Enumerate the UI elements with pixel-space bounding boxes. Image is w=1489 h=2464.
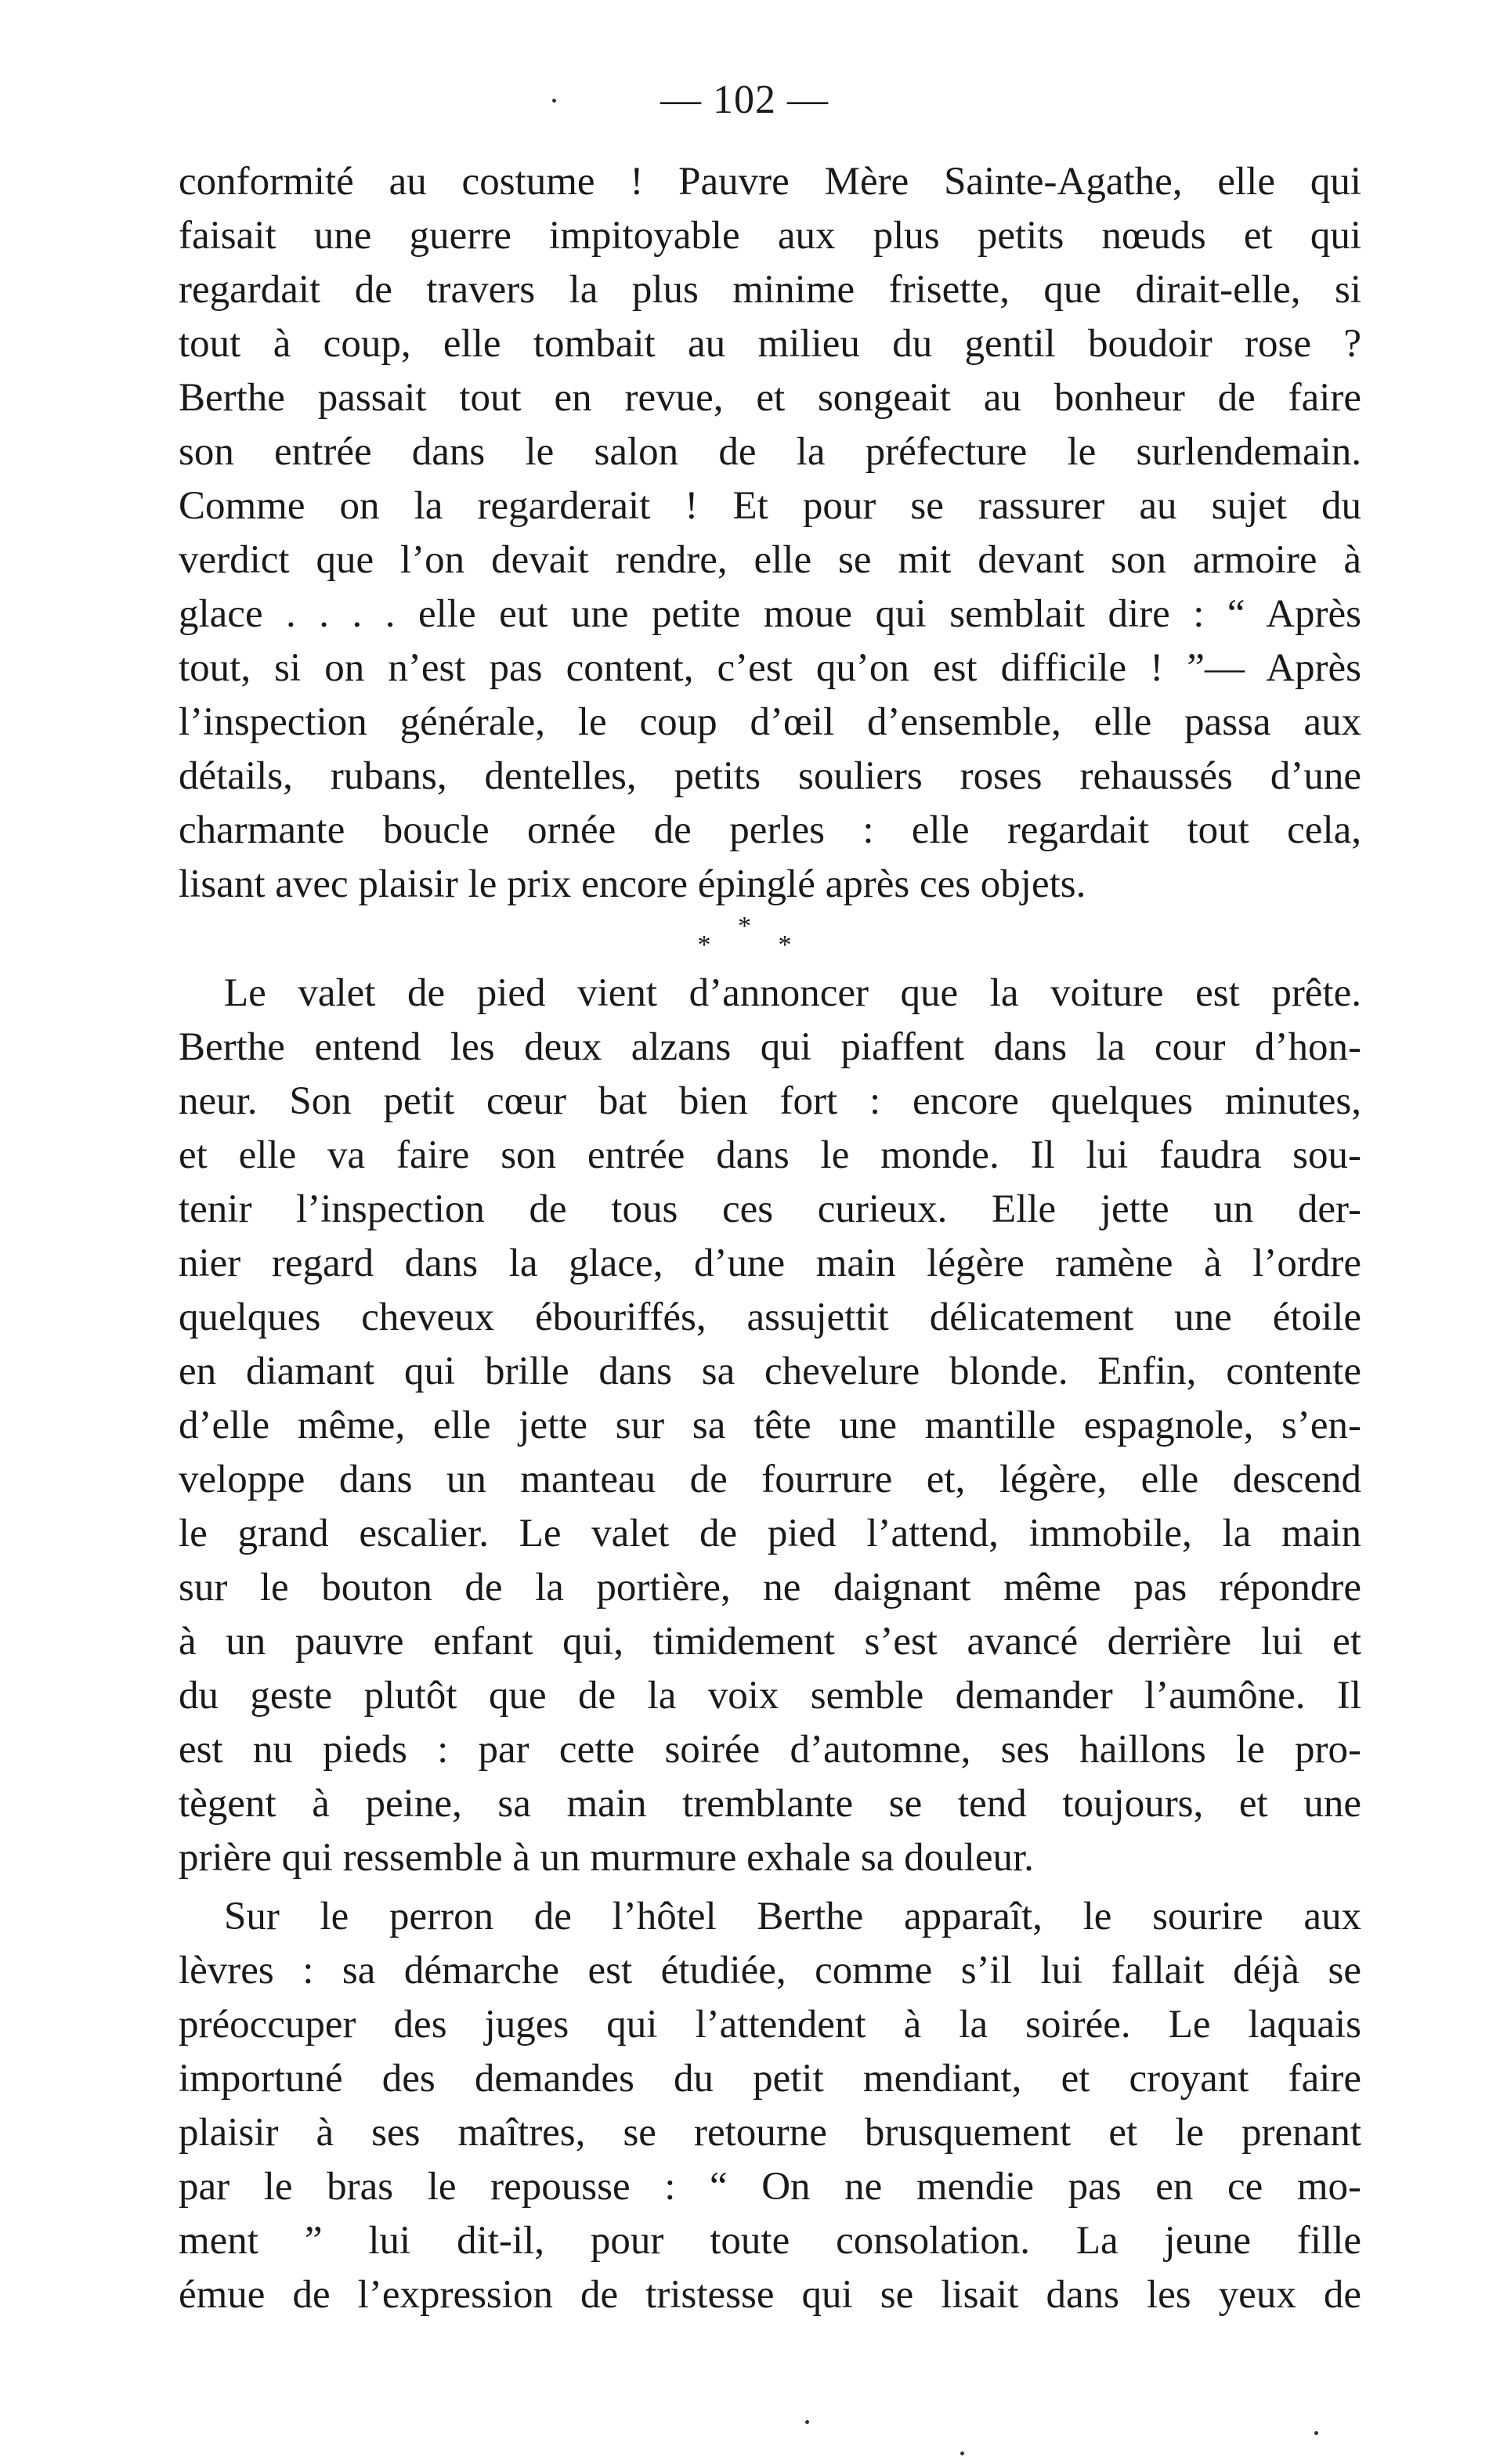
text-line: préoccuper des juges qui l’attendent à la soirée. Le laquais [179, 2003, 1361, 2047]
text-line: plaisir à ses maîtres, se retourne brusquement et le prenant [179, 2111, 1361, 2155]
text-line: veloppe dans un manteau de fourrure et, légère, elle descend [179, 1458, 1361, 1501]
text-line: charmante boucle ornée de perles : elle regardait tout cela, [179, 808, 1361, 852]
text-line: conformité au costume ! Pauvre Mère Sainte-Agathe, elle qui [179, 160, 1361, 204]
scan-speck [960, 2451, 964, 2455]
text-line: glace . . . . elle eut une petite moue qui semblait dire : “ Après [179, 592, 1361, 636]
text-line: nier regard dans la glace, d’une main légère ramène à l’ordre [179, 1241, 1361, 1285]
text-line: Comme on la regarderait ! Et pour se rassurer au sujet du [179, 484, 1361, 528]
text-line: ment ” lui dit-il, pour toute consolation. La jeune fille [179, 2219, 1361, 2263]
text-line: détails, rubans, dentelles, petits souliers roses rehaussés d’une [179, 754, 1361, 798]
section-break [0, 912, 1489, 959]
text-line: lèvres : sa démarche est étudiée, comme s’il lui fallait déjà se [179, 1949, 1361, 1993]
text-line: tout, si on n’est pas content, c’est qu’on est difficile ! ”— Après [179, 646, 1361, 690]
asterism-star-3: * [778, 930, 792, 959]
paragraph-3 [179, 1890, 1361, 2322]
text-line: importuné des demandes du petit mendiant, et croyant faire [179, 2057, 1361, 2101]
text-line: le grand escalier. Le valet de pied l’attend, immobile, la main [179, 1512, 1361, 1555]
text-line: tègent à peine, sa main tremblante se tend toujours, et une [179, 1782, 1361, 1826]
text-line: tout à coup, elle tombait au milieu du gentil boudoir rose ? [179, 322, 1361, 366]
scan-speck [1314, 2431, 1318, 2435]
text-line: du geste plutôt que de la voix semble demander l’aumône. Il [179, 1674, 1361, 1718]
text-line: prière qui ressemble à un murmure exhale sa douleur. [179, 1836, 1034, 1880]
text-line: l’inspection générale, le coup d’œil d’ensemble, elle passa aux [179, 700, 1361, 744]
text-line: à un pauvre enfant qui, timidement s’est avancé derrière lui et [179, 1620, 1361, 1664]
text-line: Le valet de pied vient d’annoncer que la voiture est prête. [224, 971, 1361, 1015]
text-line: regardait de travers la plus minime frisette, que dirait-elle, si [179, 268, 1361, 312]
text-line: son entrée dans le salon de la préfecture le surlendemain. [179, 430, 1361, 474]
text-line: quelques cheveux ébouriffés, assujettit délicatement une étoile [179, 1295, 1361, 1339]
text-line: verdict que l’on devait rendre, elle se mit devant son armoire à [179, 538, 1361, 582]
scan-speck [805, 2420, 809, 2424]
text-line: et elle va faire son entrée dans le monde. Il lui faudra sou- [179, 1133, 1361, 1177]
text-line: Berthe passait tout en revue, et songeait au bonheur de faire [179, 376, 1361, 420]
text-line: lisant avec plaisir le prix encore épinglé après ces objets. [179, 862, 1086, 906]
text-line: est nu pieds : par cette soirée d’automne, ses haillons le pro- [179, 1728, 1361, 1772]
text-line: Berthe entend les deux alzans qui piaffent dans la cour d’hon- [179, 1025, 1361, 1069]
text-line: en diamant qui brille dans sa chevelure blonde. Enfin, contente [179, 1349, 1361, 1393]
page-number: — 102 — [660, 78, 829, 122]
text-line: tenir l’inspection de tous ces curieux. Elle jette un der- [179, 1187, 1361, 1231]
asterism-star-2: * [738, 912, 751, 941]
text-line: par le bras le repousse : “ On ne mendie pas en ce mo- [179, 2165, 1361, 2209]
text-line: Sur le perron de l’hôtel Berthe apparaît, le sourire aux [224, 1895, 1361, 1938]
paragraph-1 [179, 155, 1361, 912]
scan-speck [552, 99, 556, 103]
asterism-star-1: * [697, 930, 711, 959]
text-line: neur. Son petit cœur bat bien fort : encore quelques minutes, [179, 1079, 1361, 1123]
text-line: émue de l’expression de tristesse qui se lisait dans les yeux de [179, 2273, 1361, 2317]
text-line: sur le bouton de la portière, ne daignant même pas répondre [179, 1566, 1361, 1610]
paragraph-2 [179, 966, 1361, 1885]
text-line: faisait une guerre impitoyable aux plus petits nœuds et qui [179, 214, 1361, 258]
text-line: d’elle même, elle jette sur sa tête une mantille espagnole, s’en- [179, 1404, 1361, 1447]
